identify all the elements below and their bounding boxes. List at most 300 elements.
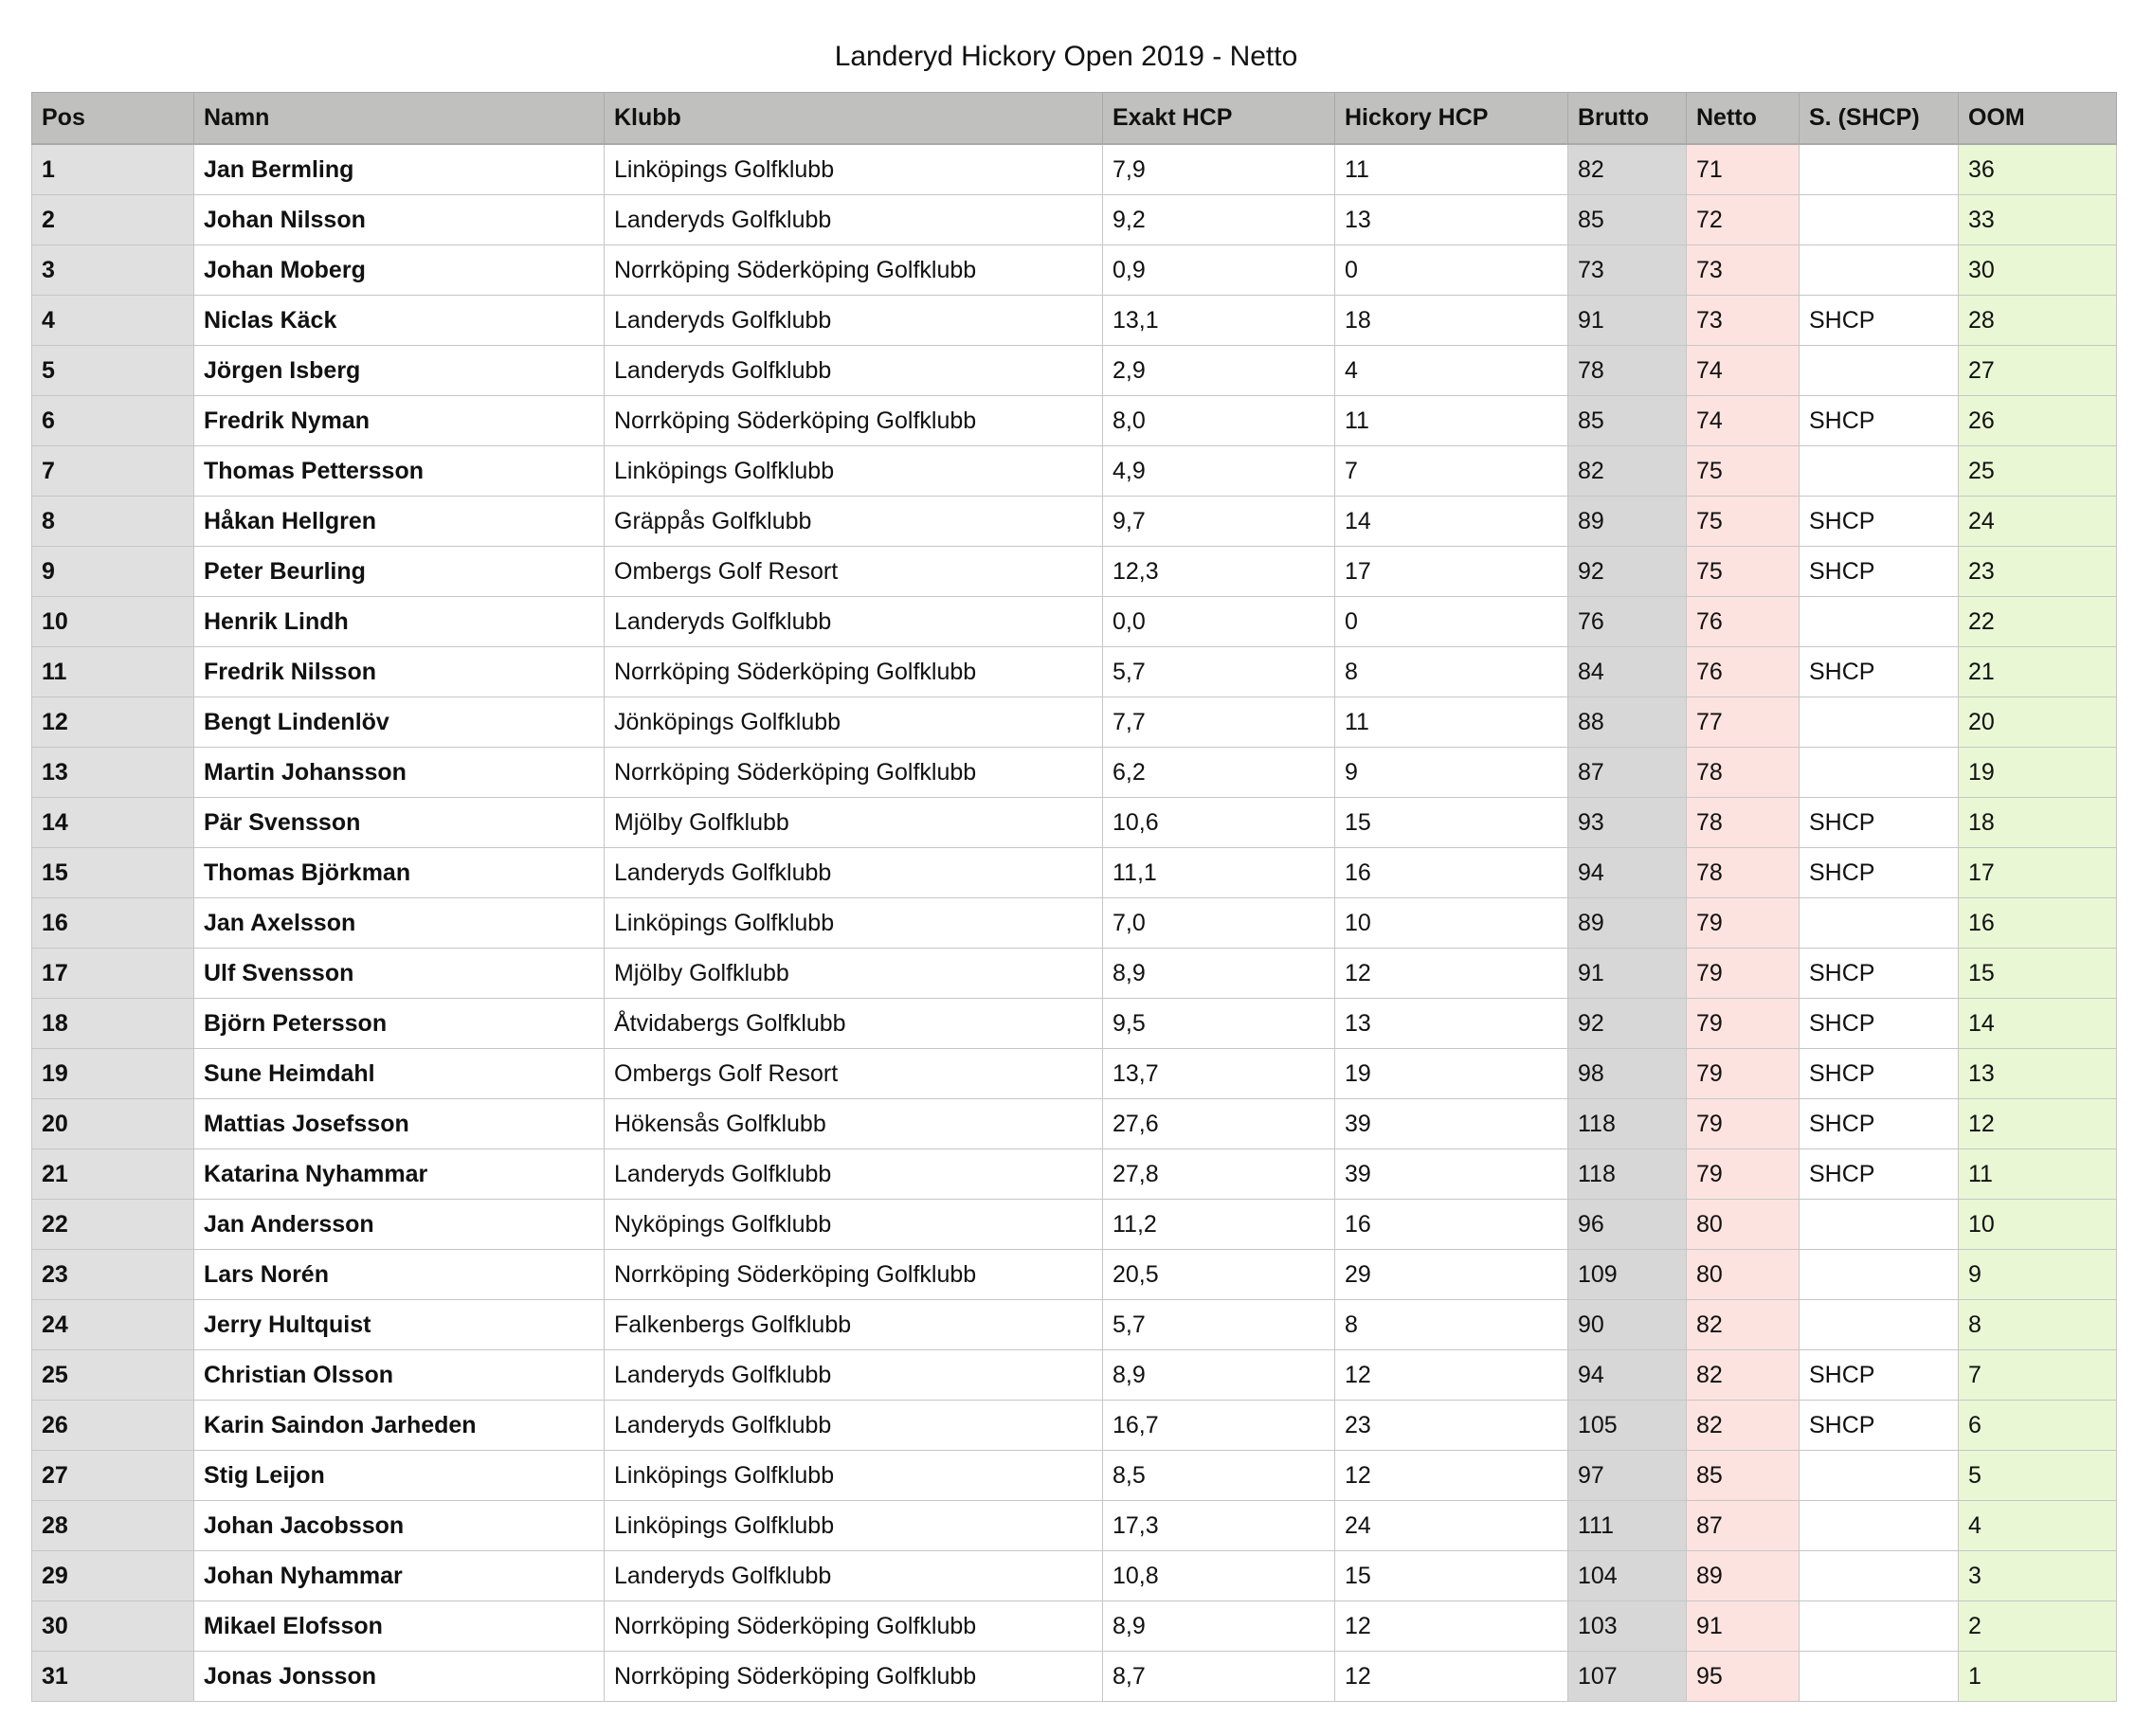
cell-shcp (1800, 1501, 1959, 1551)
cell-netto: 75 (1687, 446, 1800, 497)
cell-netto: 91 (1687, 1601, 1800, 1652)
cell-hickory-hcp: 15 (1335, 1551, 1568, 1601)
cell-netto: 79 (1687, 1049, 1800, 1099)
cell-brutto: 92 (1568, 547, 1687, 597)
cell-netto: 82 (1687, 1350, 1800, 1401)
cell-club: Norrköping Söderköping Golfklubb (605, 1652, 1103, 1702)
cell-club: Landeryds Golfklubb (605, 1149, 1103, 1200)
cell-club: Landeryds Golfklubb (605, 1401, 1103, 1451)
table-row (32, 346, 2117, 396)
cell-name: Henrik Lindh (194, 597, 605, 647)
cell-exakt-hcp: 27,8 (1103, 1149, 1335, 1200)
cell-pos: 8 (32, 497, 194, 547)
cell-oom: 25 (1959, 446, 2117, 497)
cell-pos: 20 (32, 1099, 194, 1149)
cell-club: Landeryds Golfklubb (605, 597, 1103, 647)
cell-shcp (1800, 898, 1959, 949)
cell-netto: 75 (1687, 497, 1800, 547)
cell-name: Björn Petersson (194, 999, 605, 1049)
cell-hickory-hcp: 9 (1335, 748, 1568, 798)
cell-shcp (1800, 195, 1959, 245)
cell-netto: 82 (1687, 1401, 1800, 1451)
cell-hickory-hcp: 12 (1335, 1652, 1568, 1702)
cell-club: Falkenbergs Golfklubb (605, 1300, 1103, 1350)
cell-oom: 26 (1959, 396, 2117, 446)
cell-oom: 16 (1959, 898, 2117, 949)
cell-hickory-hcp: 12 (1335, 1350, 1568, 1401)
cell-shcp (1800, 697, 1959, 748)
cell-hickory-hcp: 13 (1335, 195, 1568, 245)
cell-club: Ombergs Golf Resort (605, 1049, 1103, 1099)
cell-oom: 24 (1959, 497, 2117, 547)
cell-hickory-hcp: 4 (1335, 346, 1568, 396)
cell-club: Mjölby Golfklubb (605, 798, 1103, 848)
cell-exakt-hcp: 13,1 (1103, 296, 1335, 346)
table-row (32, 1601, 2117, 1652)
cell-name: Håkan Hellgren (194, 497, 605, 547)
table-row (32, 949, 2117, 999)
cell-brutto: 118 (1568, 1099, 1687, 1149)
cell-hickory-hcp: 29 (1335, 1250, 1568, 1300)
cell-brutto: 85 (1568, 396, 1687, 446)
cell-club: Landeryds Golfklubb (605, 195, 1103, 245)
cell-oom: 9 (1959, 1250, 2117, 1300)
cell-exakt-hcp: 7,7 (1103, 697, 1335, 748)
cell-exakt-hcp: 5,7 (1103, 647, 1335, 697)
cell-exakt-hcp: 8,7 (1103, 1652, 1335, 1702)
cell-oom: 19 (1959, 748, 2117, 798)
page-title: Landeryd Hickory Open 2019 - Netto (834, 41, 1298, 72)
cell-name: Johan Jacobsson (194, 1501, 605, 1551)
cell-hickory-hcp: 8 (1335, 1300, 1568, 1350)
table-row (32, 1401, 2117, 1451)
cell-brutto: 85 (1568, 195, 1687, 245)
cell-exakt-hcp: 7,9 (1103, 144, 1335, 195)
cell-shcp (1800, 144, 1959, 195)
cell-netto: 74 (1687, 346, 1800, 396)
cell-shcp (1800, 1200, 1959, 1250)
cell-oom: 15 (1959, 949, 2117, 999)
cell-shcp: SHCP (1800, 497, 1959, 547)
cell-exakt-hcp: 5,7 (1103, 1300, 1335, 1350)
cell-exakt-hcp: 2,9 (1103, 346, 1335, 396)
cell-oom: 11 (1959, 1149, 2117, 1200)
header-row (32, 93, 2117, 145)
table-row (32, 547, 2117, 597)
column-header-oom: OOM (1959, 93, 2117, 145)
cell-exakt-hcp: 8,9 (1103, 1601, 1335, 1652)
cell-brutto: 87 (1568, 748, 1687, 798)
column-header-pos: Pos (32, 93, 194, 145)
cell-brutto: 76 (1568, 597, 1687, 647)
cell-club: Jönköpings Golfklubb (605, 697, 1103, 748)
cell-pos: 31 (32, 1652, 194, 1702)
table-row (32, 1099, 2117, 1149)
cell-name: Pär Svensson (194, 798, 605, 848)
cell-pos: 25 (32, 1350, 194, 1401)
cell-pos: 5 (32, 346, 194, 396)
table-row (32, 898, 2117, 949)
cell-club: Landeryds Golfklubb (605, 296, 1103, 346)
cell-exakt-hcp: 12,3 (1103, 547, 1335, 597)
cell-netto: 74 (1687, 396, 1800, 446)
cell-shcp (1800, 1601, 1959, 1652)
cell-name: Bengt Lindenlöv (194, 697, 605, 748)
cell-pos: 11 (32, 647, 194, 697)
cell-oom: 27 (1959, 346, 2117, 396)
cell-name: Katarina Nyhammar (194, 1149, 605, 1200)
cell-pos: 15 (32, 848, 194, 898)
cell-exakt-hcp: 10,6 (1103, 798, 1335, 848)
cell-oom: 5 (1959, 1451, 2117, 1501)
cell-club: Landeryds Golfklubb (605, 1551, 1103, 1601)
cell-shcp (1800, 1250, 1959, 1300)
cell-netto: 79 (1687, 898, 1800, 949)
cell-pos: 4 (32, 296, 194, 346)
cell-hickory-hcp: 11 (1335, 144, 1568, 195)
cell-oom: 6 (1959, 1401, 2117, 1451)
cell-shcp: SHCP (1800, 999, 1959, 1049)
cell-oom: 18 (1959, 798, 2117, 848)
cell-name: Johan Nilsson (194, 195, 605, 245)
cell-brutto: 97 (1568, 1451, 1687, 1501)
cell-brutto: 94 (1568, 1350, 1687, 1401)
cell-club: Norrköping Söderköping Golfklubb (605, 748, 1103, 798)
table-row (32, 647, 2117, 697)
cell-exakt-hcp: 8,0 (1103, 396, 1335, 446)
column-header-hickory-hcp: Hickory HCP (1335, 93, 1568, 145)
cell-brutto: 78 (1568, 346, 1687, 396)
cell-oom: 23 (1959, 547, 2117, 597)
cell-oom: 17 (1959, 848, 2117, 898)
cell-hickory-hcp: 17 (1335, 547, 1568, 597)
cell-netto: 79 (1687, 1099, 1800, 1149)
cell-oom: 22 (1959, 597, 2117, 647)
cell-name: Niclas Käck (194, 296, 605, 346)
cell-shcp: SHCP (1800, 296, 1959, 346)
cell-hickory-hcp: 24 (1335, 1501, 1568, 1551)
cell-shcp (1800, 1551, 1959, 1601)
cell-name: Jan Bermling (194, 144, 605, 195)
cell-hickory-hcp: 18 (1335, 296, 1568, 346)
cell-club: Nyköpings Golfklubb (605, 1200, 1103, 1250)
cell-shcp (1800, 748, 1959, 798)
cell-name: Johan Moberg (194, 245, 605, 296)
cell-hickory-hcp: 15 (1335, 798, 1568, 848)
cell-netto: 79 (1687, 1149, 1800, 1200)
results-table (31, 92, 2117, 1702)
cell-brutto: 103 (1568, 1601, 1687, 1652)
cell-brutto: 118 (1568, 1149, 1687, 1200)
cell-name: Jerry Hultquist (194, 1300, 605, 1350)
cell-hickory-hcp: 39 (1335, 1099, 1568, 1149)
cell-pos: 28 (32, 1501, 194, 1551)
cell-shcp (1800, 245, 1959, 296)
cell-pos: 21 (32, 1149, 194, 1200)
cell-brutto: 96 (1568, 1200, 1687, 1250)
cell-brutto: 82 (1568, 446, 1687, 497)
cell-name: Sune Heimdahl (194, 1049, 605, 1099)
cell-name: Mattias Josefsson (194, 1099, 605, 1149)
cell-oom: 33 (1959, 195, 2117, 245)
cell-name: Martin Johansson (194, 748, 605, 798)
cell-pos: 3 (32, 245, 194, 296)
cell-brutto: 93 (1568, 798, 1687, 848)
cell-shcp: SHCP (1800, 949, 1959, 999)
table-row (32, 446, 2117, 497)
table-row (32, 999, 2117, 1049)
cell-pos: 18 (32, 999, 194, 1049)
cell-brutto: 107 (1568, 1652, 1687, 1702)
cell-name: Fredrik Nyman (194, 396, 605, 446)
cell-shcp: SHCP (1800, 1350, 1959, 1401)
cell-club: Hökensås Golfklubb (605, 1099, 1103, 1149)
cell-club: Landeryds Golfklubb (605, 346, 1103, 396)
cell-netto: 79 (1687, 949, 1800, 999)
cell-shcp (1800, 1652, 1959, 1702)
cell-pos: 9 (32, 547, 194, 597)
cell-netto: 95 (1687, 1652, 1800, 1702)
cell-brutto: 91 (1568, 296, 1687, 346)
cell-pos: 22 (32, 1200, 194, 1250)
cell-netto: 75 (1687, 547, 1800, 597)
cell-brutto: 109 (1568, 1250, 1687, 1300)
cell-pos: 10 (32, 597, 194, 647)
cell-oom: 2 (1959, 1601, 2117, 1652)
cell-pos: 30 (32, 1601, 194, 1652)
cell-exakt-hcp: 6,2 (1103, 748, 1335, 798)
cell-club: Landeryds Golfklubb (605, 848, 1103, 898)
cell-shcp (1800, 1451, 1959, 1501)
cell-pos: 27 (32, 1451, 194, 1501)
cell-hickory-hcp: 11 (1335, 396, 1568, 446)
cell-hickory-hcp: 39 (1335, 1149, 1568, 1200)
cell-exakt-hcp: 17,3 (1103, 1501, 1335, 1551)
table-body (32, 144, 2117, 1702)
cell-club: Åtvidabergs Golfklubb (605, 999, 1103, 1049)
cell-exakt-hcp: 20,5 (1103, 1250, 1335, 1300)
cell-netto: 85 (1687, 1451, 1800, 1501)
cell-shcp: SHCP (1800, 1049, 1959, 1099)
cell-pos: 2 (32, 195, 194, 245)
cell-shcp: SHCP (1800, 798, 1959, 848)
table-row (32, 748, 2117, 798)
cell-exakt-hcp: 9,7 (1103, 497, 1335, 547)
cell-brutto: 104 (1568, 1551, 1687, 1601)
cell-shcp (1800, 597, 1959, 647)
cell-exakt-hcp: 13,7 (1103, 1049, 1335, 1099)
cell-exakt-hcp: 7,0 (1103, 898, 1335, 949)
cell-oom: 8 (1959, 1300, 2117, 1350)
column-header-brutto: Brutto (1568, 93, 1687, 145)
cell-hickory-hcp: 7 (1335, 446, 1568, 497)
cell-name: Johan Nyhammar (194, 1551, 605, 1601)
cell-netto: 79 (1687, 999, 1800, 1049)
cell-netto: 78 (1687, 798, 1800, 848)
cell-netto: 76 (1687, 597, 1800, 647)
cell-hickory-hcp: 13 (1335, 999, 1568, 1049)
table-row (32, 296, 2117, 346)
cell-club: Norrköping Söderköping Golfklubb (605, 647, 1103, 697)
table-row (32, 1049, 2117, 1099)
cell-pos: 16 (32, 898, 194, 949)
cell-netto: 73 (1687, 296, 1800, 346)
cell-name: Jan Axelsson (194, 898, 605, 949)
cell-shcp (1800, 346, 1959, 396)
cell-hickory-hcp: 12 (1335, 1451, 1568, 1501)
table-row (32, 1350, 2117, 1401)
cell-exakt-hcp: 0,0 (1103, 597, 1335, 647)
cell-oom: 1 (1959, 1652, 2117, 1702)
cell-oom: 30 (1959, 245, 2117, 296)
cell-brutto: 105 (1568, 1401, 1687, 1451)
cell-netto: 71 (1687, 144, 1800, 195)
cell-hickory-hcp: 0 (1335, 245, 1568, 296)
cell-pos: 1 (32, 144, 194, 195)
cell-club: Linköpings Golfklubb (605, 144, 1103, 195)
table-row (32, 697, 2117, 748)
cell-club: Linköpings Golfklubb (605, 898, 1103, 949)
cell-oom: 3 (1959, 1551, 2117, 1601)
cell-name: Jonas Jonsson (194, 1652, 605, 1702)
cell-shcp: SHCP (1800, 547, 1959, 597)
cell-brutto: 84 (1568, 647, 1687, 697)
cell-exakt-hcp: 8,9 (1103, 1350, 1335, 1401)
cell-club: Norrköping Söderköping Golfklubb (605, 396, 1103, 446)
cell-shcp (1800, 1300, 1959, 1350)
cell-name: Karin Saindon Jarheden (194, 1401, 605, 1451)
cell-name: Lars Norén (194, 1250, 605, 1300)
cell-pos: 13 (32, 748, 194, 798)
table-row (32, 597, 2117, 647)
table-row (32, 1551, 2117, 1601)
cell-name: Ulf Svensson (194, 949, 605, 999)
cell-exakt-hcp: 4,9 (1103, 446, 1335, 497)
cell-brutto: 90 (1568, 1300, 1687, 1350)
cell-exakt-hcp: 9,5 (1103, 999, 1335, 1049)
cell-pos: 6 (32, 396, 194, 446)
cell-hickory-hcp: 16 (1335, 1200, 1568, 1250)
cell-oom: 12 (1959, 1099, 2117, 1149)
cell-netto: 72 (1687, 195, 1800, 245)
cell-club: Norrköping Söderköping Golfklubb (605, 1250, 1103, 1300)
cell-pos: 12 (32, 697, 194, 748)
cell-shcp: SHCP (1800, 848, 1959, 898)
cell-netto: 80 (1687, 1250, 1800, 1300)
cell-hickory-hcp: 12 (1335, 949, 1568, 999)
cell-name: Fredrik Nilsson (194, 647, 605, 697)
column-header-namn: Namn (194, 93, 605, 145)
cell-name: Christian Olsson (194, 1350, 605, 1401)
table-row (32, 1250, 2117, 1300)
cell-hickory-hcp: 16 (1335, 848, 1568, 898)
cell-netto: 78 (1687, 848, 1800, 898)
cell-brutto: 89 (1568, 497, 1687, 547)
cell-pos: 17 (32, 949, 194, 999)
cell-brutto: 88 (1568, 697, 1687, 748)
cell-club: Norrköping Söderköping Golfklubb (605, 1601, 1103, 1652)
cell-club: Ombergs Golf Resort (605, 547, 1103, 597)
cell-club: Mjölby Golfklubb (605, 949, 1103, 999)
table-row (32, 848, 2117, 898)
column-header-netto: Netto (1687, 93, 1800, 145)
cell-brutto: 82 (1568, 144, 1687, 195)
cell-name: Mikael Elofsson (194, 1601, 605, 1652)
cell-hickory-hcp: 19 (1335, 1049, 1568, 1099)
cell-name: Jörgen Isberg (194, 346, 605, 396)
table-row (32, 1652, 2117, 1702)
table-row (32, 245, 2117, 296)
cell-brutto: 111 (1568, 1501, 1687, 1551)
cell-hickory-hcp: 23 (1335, 1401, 1568, 1451)
table-row (32, 1149, 2117, 1200)
cell-oom: 13 (1959, 1049, 2117, 1099)
cell-hickory-hcp: 8 (1335, 647, 1568, 697)
cell-club: Linköpings Golfklubb (605, 1451, 1103, 1501)
cell-netto: 76 (1687, 647, 1800, 697)
cell-brutto: 73 (1568, 245, 1687, 296)
table-row (32, 144, 2117, 195)
cell-netto: 89 (1687, 1551, 1800, 1601)
cell-hickory-hcp: 12 (1335, 1601, 1568, 1652)
cell-shcp: SHCP (1800, 1149, 1959, 1200)
cell-shcp: SHCP (1800, 1401, 1959, 1451)
cell-club: Linköpings Golfklubb (605, 1501, 1103, 1551)
cell-exakt-hcp: 16,7 (1103, 1401, 1335, 1451)
cell-exakt-hcp: 0,9 (1103, 245, 1335, 296)
cell-name: Jan Andersson (194, 1200, 605, 1250)
cell-netto: 82 (1687, 1300, 1800, 1350)
cell-exakt-hcp: 9,2 (1103, 195, 1335, 245)
cell-oom: 14 (1959, 999, 2117, 1049)
cell-pos: 7 (32, 446, 194, 497)
cell-netto: 73 (1687, 245, 1800, 296)
cell-netto: 87 (1687, 1501, 1800, 1551)
cell-shcp: SHCP (1800, 1099, 1959, 1149)
table-row (32, 1200, 2117, 1250)
cell-shcp (1800, 446, 1959, 497)
cell-exakt-hcp: 11,2 (1103, 1200, 1335, 1250)
cell-brutto: 91 (1568, 949, 1687, 999)
cell-oom: 21 (1959, 647, 2117, 697)
cell-brutto: 98 (1568, 1049, 1687, 1099)
table-row (32, 1300, 2117, 1350)
cell-hickory-hcp: 10 (1335, 898, 1568, 949)
cell-exakt-hcp: 8,9 (1103, 949, 1335, 999)
cell-club: Norrköping Söderköping Golfklubb (605, 245, 1103, 296)
table-row (32, 497, 2117, 547)
cell-brutto: 94 (1568, 848, 1687, 898)
cell-shcp: SHCP (1800, 647, 1959, 697)
cell-oom: 36 (1959, 144, 2117, 195)
table-row (32, 195, 2117, 245)
table-row (32, 1451, 2117, 1501)
cell-exakt-hcp: 11,1 (1103, 848, 1335, 898)
cell-exakt-hcp: 27,6 (1103, 1099, 1335, 1149)
cell-name: Thomas Pettersson (194, 446, 605, 497)
cell-netto: 77 (1687, 697, 1800, 748)
cell-netto: 80 (1687, 1200, 1800, 1250)
cell-oom: 28 (1959, 296, 2117, 346)
cell-club: Gräppås Golfklubb (605, 497, 1103, 547)
table-row (32, 396, 2117, 446)
cell-pos: 14 (32, 798, 194, 848)
table-row (32, 798, 2117, 848)
cell-exakt-hcp: 8,5 (1103, 1451, 1335, 1501)
cell-club: Landeryds Golfklubb (605, 1350, 1103, 1401)
cell-pos: 19 (32, 1049, 194, 1099)
cell-pos: 29 (32, 1551, 194, 1601)
